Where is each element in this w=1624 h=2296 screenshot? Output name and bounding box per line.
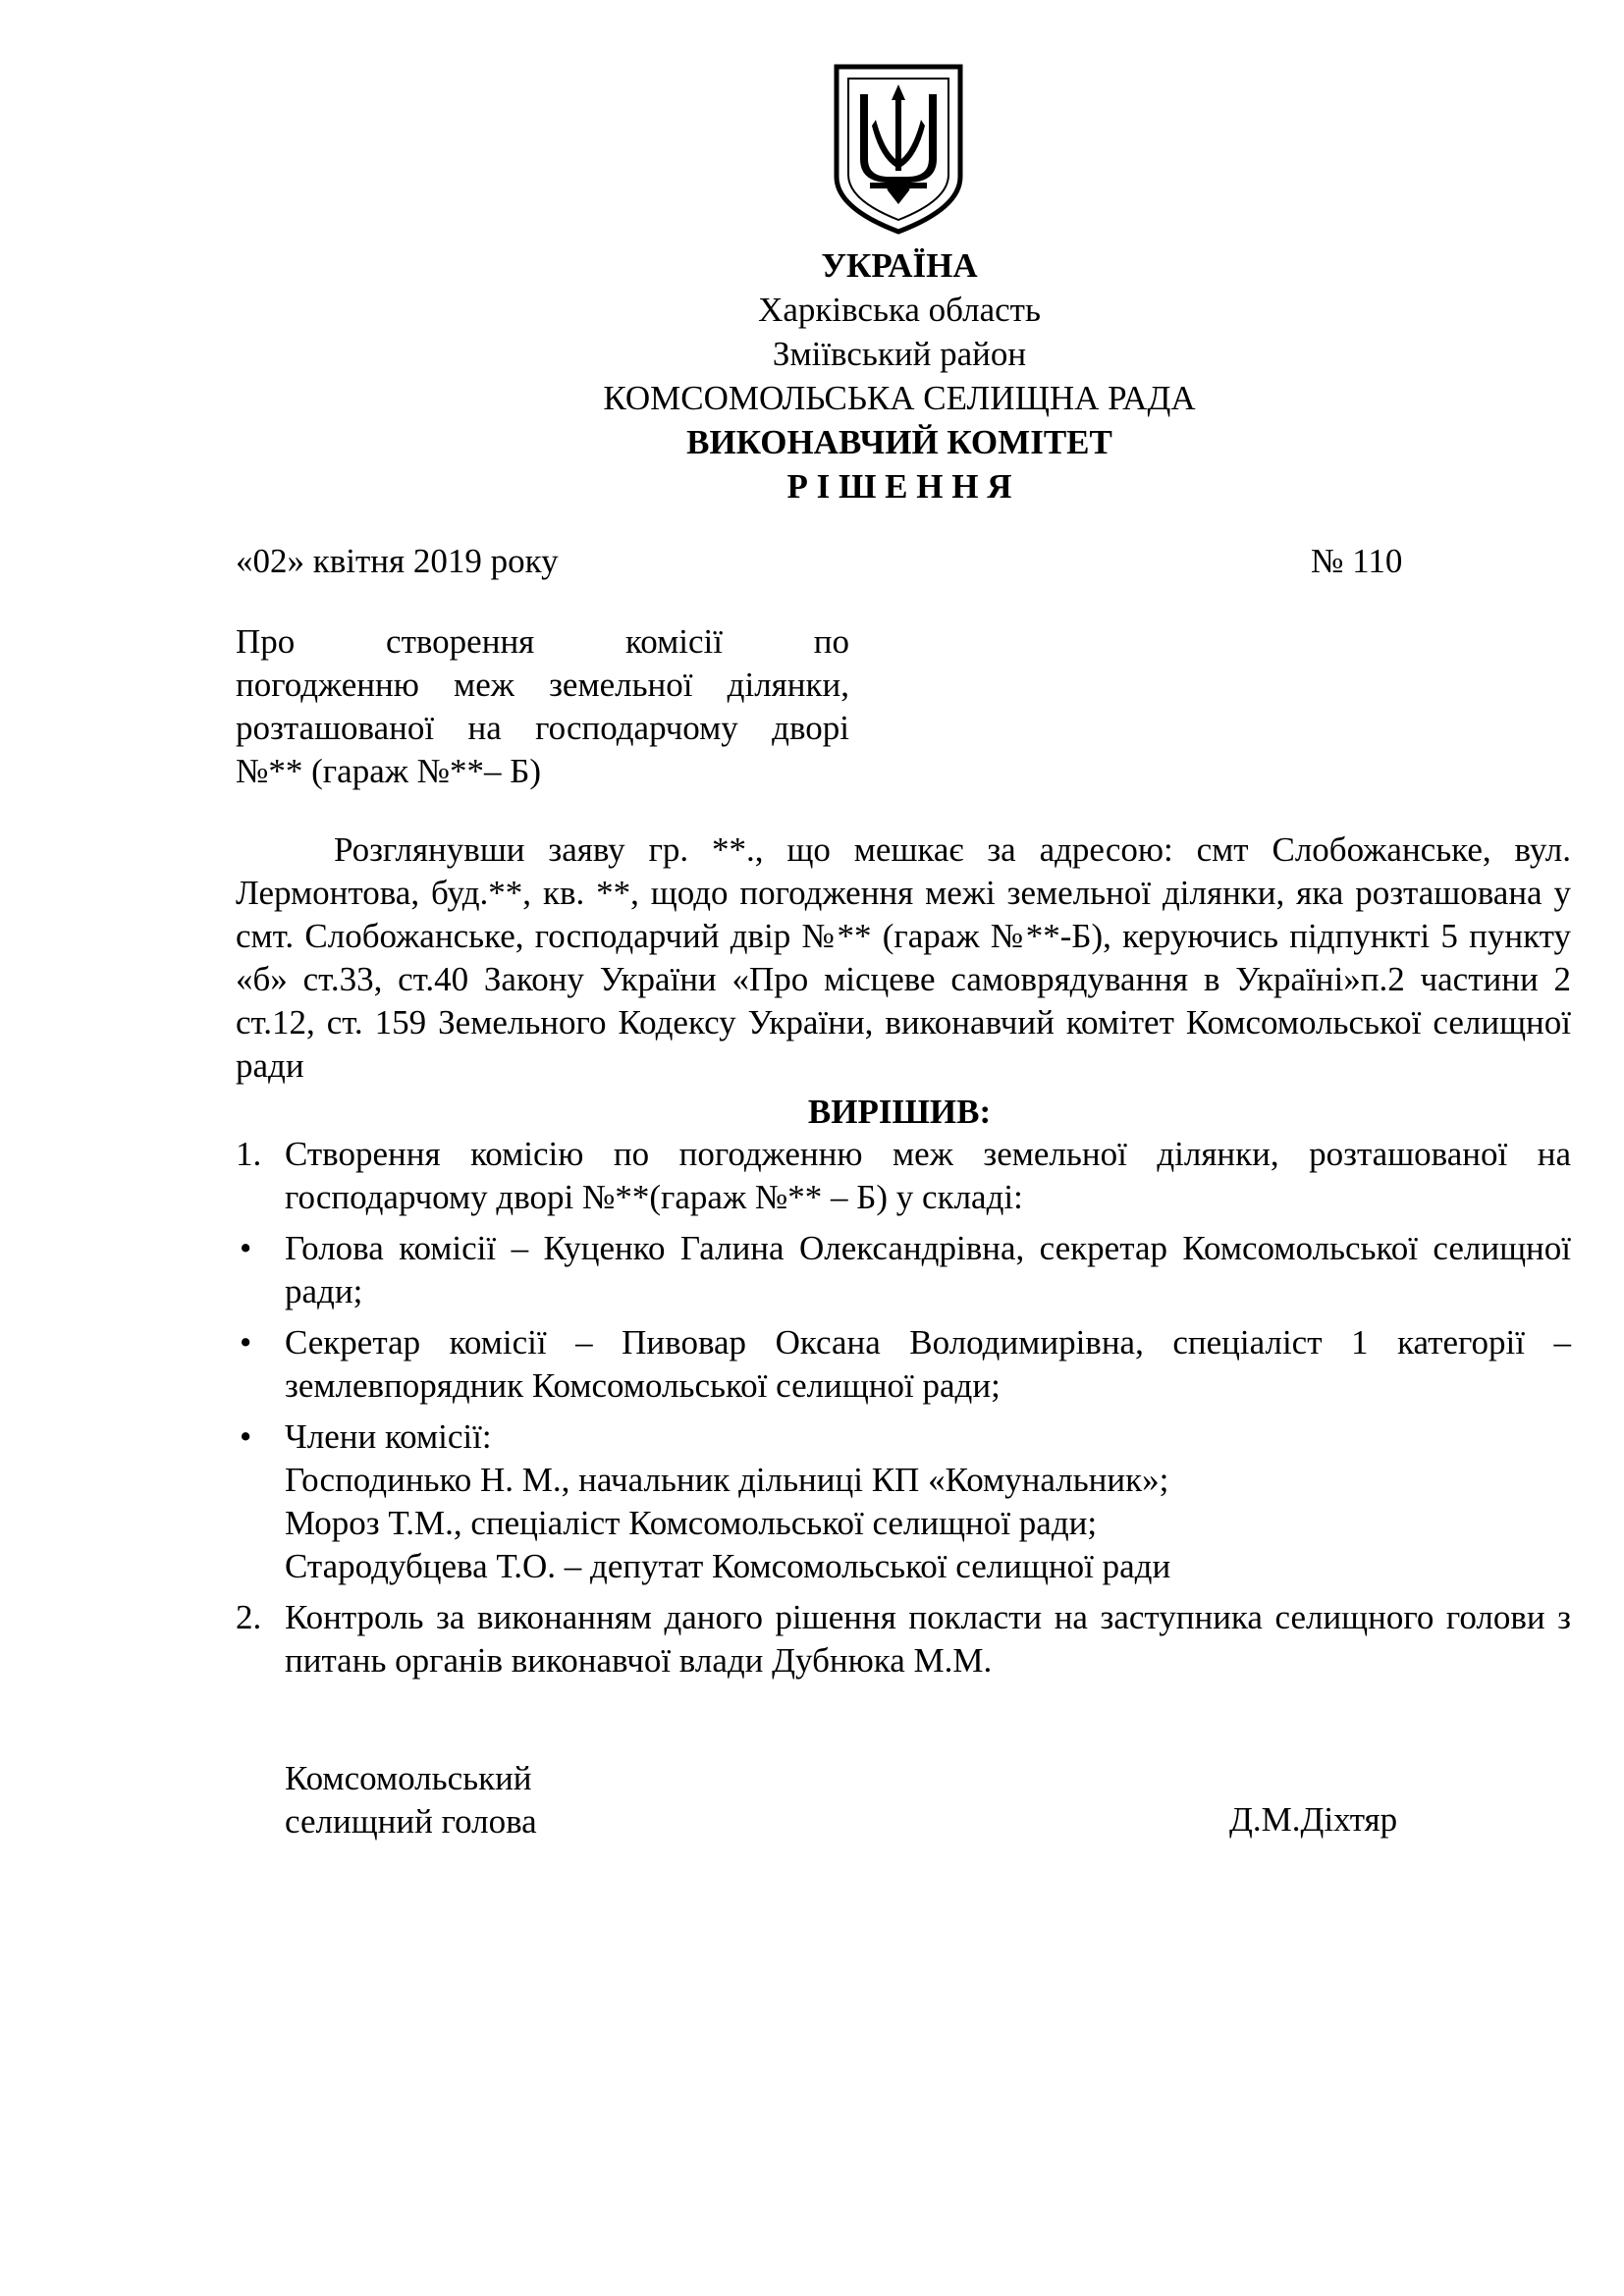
list-item (236, 1227, 1571, 1313)
region-name: Харківська область (758, 291, 1041, 329)
item-text: Голова комісії – Куценко Галина Олександрівна, секретар Комсомольської селищної ради; (285, 1229, 1571, 1310)
list-item (236, 1321, 1571, 1408)
council-name: КОМСОМОЛЬСЬКА СЕЛИЩНА РАДА (603, 379, 1196, 417)
bullet-icon: • (240, 1323, 252, 1362)
trident-coat-of-arms-icon (831, 61, 966, 236)
list-item (236, 1133, 1571, 1219)
item-text: Створення комісію по погодженню меж земельної ділянки, розташованої на господарчому дворі №**(гараж №** – Б) у складі: (285, 1135, 1571, 1216)
decision-subject (236, 620, 849, 793)
bullet-icon: • (240, 1417, 252, 1456)
country-name: УКРАЇНА (821, 246, 978, 285)
committee-name: ВИКОНАВЧИЙ КОМІТЕТ (686, 423, 1112, 461)
signatory-name: Д.М.Діхтяр (1229, 1800, 1398, 1839)
position-line: селищний голова (285, 1802, 537, 1841)
item-text: Члени комісії: (285, 1417, 492, 1456)
subject-line-3: розташованої на господарчому дворі (236, 709, 849, 747)
commission-member: Господинько Н. М., начальник дільниці КП «Комунальник»; (285, 1461, 1169, 1499)
subject-line-4: №** (гараж №**– Б) (236, 752, 542, 790)
decision-date: «02» квітня 2019 року (236, 542, 559, 580)
commission-member: Стародубцева Т.О. – депутат Комсомольської селищної ради (285, 1547, 1171, 1585)
decision-number: № 110 (1311, 542, 1403, 580)
position-line: Комсомольський (285, 1759, 532, 1797)
subject-line-1: Про створення комісії по (236, 622, 849, 661)
preamble-paragraph: Розглянувши заяву гр. **., що мешкає за адресою: смт Слобожанське, вул. Лермонтова, буд.**, кв. **, щодо погодження межі земельної ділянки, яка розташована у смт. Слобожанське, господарчий двір №** (гараж №**-Б), керуючись підпункті 5 пункту «б» ст.33, ст.40 Закону України «Про місцеве самоврядування в Україні»п.2 частини 2 ст.12, ст. 159 Земельного Кодексу України, виконавчий комітет Комсомольської селищної ради (236, 830, 1571, 1085)
signatory-position (285, 1757, 537, 1843)
item-text: Секретар комісії – Пивовар Оксана Володимирівна, спеціаліст 1 категорії – землевпорядник Комсомольської селищної ради; (285, 1323, 1571, 1405)
subject-line-2: погодженню меж земельної ділянки, (236, 666, 849, 704)
district-name: Зміївський район (772, 335, 1027, 373)
document-header (0, 243, 1624, 508)
document-type: Р І Ш Е Н Н Я (786, 467, 1012, 506)
bullet-icon: • (240, 1229, 252, 1267)
item-text: Контроль за виконанням даного рішення покласти на заступника селищного голови з питань органів виконавчої влади Дубнюка М.М. (285, 1598, 1571, 1680)
decision-items (236, 1133, 1571, 1690)
list-item (236, 1596, 1571, 1682)
list-item (236, 1415, 1571, 1588)
commission-member: Мороз Т.М., спеціаліст Комсомольської селищної ради; (285, 1504, 1098, 1542)
item-number: 1. (236, 1135, 262, 1173)
item-number: 2. (236, 1598, 262, 1636)
decision-heading: ВИРІШИВ: (807, 1093, 992, 1131)
